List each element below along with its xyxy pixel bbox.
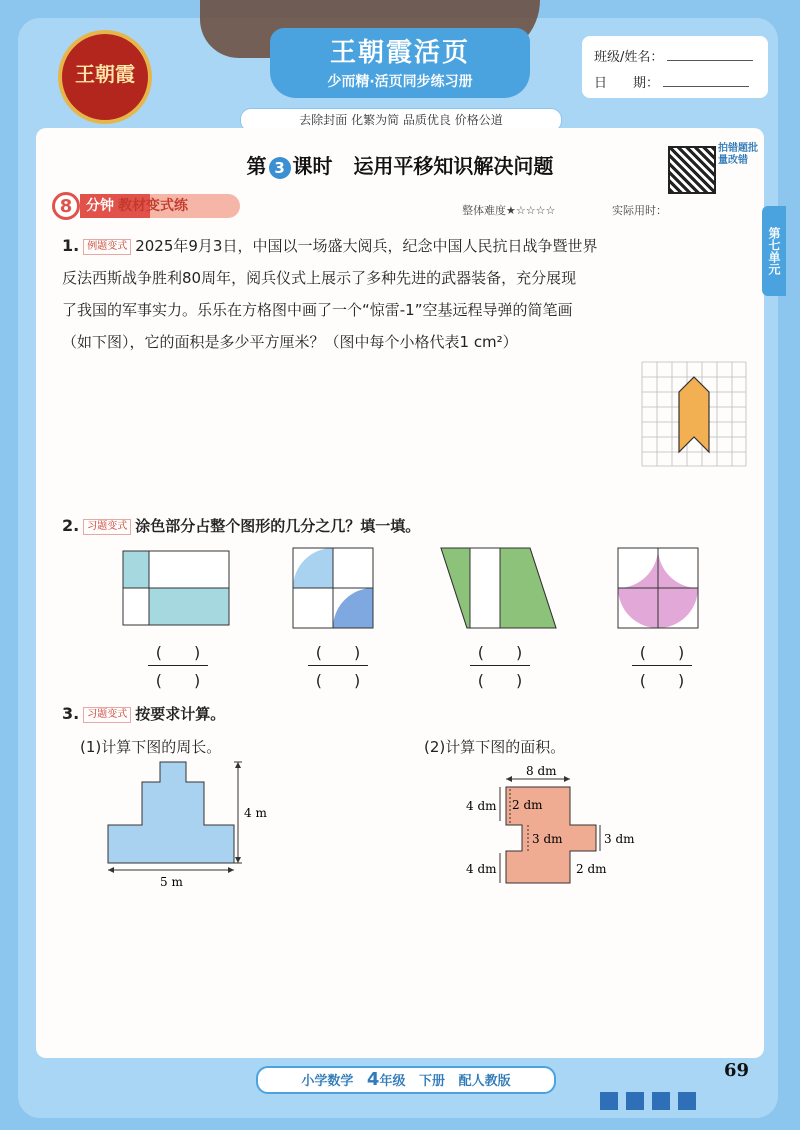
q3-number: 3. [62, 704, 80, 723]
tab-block [678, 1092, 696, 1110]
q3-figure-1 [100, 755, 290, 890]
q2-answer-3-denominator[interactable]: ( ) [477, 671, 523, 690]
tab-block [600, 1092, 618, 1110]
fig2-left-bottom-label: 4 dm [466, 862, 497, 876]
q2-answer-3[interactable] [470, 640, 530, 691]
unit-side-tab: 第七单元 [762, 206, 786, 296]
q2-answer-1-denominator[interactable]: ( ) [155, 671, 201, 690]
missile-shape [679, 377, 709, 452]
question-2 [62, 510, 762, 542]
qr-code[interactable] [668, 146, 716, 194]
fig2-left-top-label: 4 dm [466, 799, 497, 813]
stepped-shape [108, 762, 234, 863]
brand-logo [58, 30, 152, 124]
date-row [594, 72, 749, 90]
q2-figure-2 [292, 547, 376, 631]
tab-block [652, 1092, 670, 1110]
footer-edition: 配人教版 [458, 1074, 511, 1089]
minutes-unit: 分钟 [86, 198, 114, 214]
section-name: 教材变式练 [118, 198, 188, 214]
q2-figure-3 [440, 547, 560, 631]
question-3 [62, 698, 762, 730]
lesson-prefix: 第 [246, 154, 267, 178]
minutes-circle: 8 [52, 192, 80, 220]
q2-answer-2-denominator[interactable]: ( ) [315, 671, 361, 690]
q2-figure-1 [122, 550, 232, 630]
q1-line-3: 了我国的军事实力。乐乐在方格图中画了一个“惊雷-1”空基远程导弹的简笔画 [62, 301, 573, 319]
fig2-inner-mid-label: 3 dm [532, 832, 563, 846]
footer-subject: 小学数学 [301, 1074, 354, 1089]
qr-caption: 拍错题批量改错 [718, 143, 758, 166]
lesson-suffix: 课时 [292, 154, 333, 178]
footer-grade: 4 [366, 1069, 380, 1090]
fig2-inner-top-label: 2 dm [512, 798, 543, 812]
student-info-box [582, 36, 768, 98]
lesson-number: 3 [269, 157, 291, 179]
section-badge [52, 192, 248, 220]
q1-line-4: （如下图），它的面积是多少平方厘米？（图中每个小格代表1 cm²） [62, 333, 518, 351]
q1-tag: 例题变式 [83, 239, 131, 255]
footer-volume: 下册 [419, 1074, 446, 1089]
missile-grid-figure [640, 360, 750, 470]
fig2-top-label: 8 dm [526, 765, 557, 778]
date-field[interactable] [663, 86, 749, 87]
q2-answer-4-denominator[interactable]: ( ) [639, 671, 685, 690]
q2-answer-3-numerator[interactable]: ( ) [477, 643, 523, 662]
slogan: 去除封面 化繁为简 品质优良 价格公道 [240, 108, 562, 132]
brand-name: 王朝霞活页 [329, 38, 470, 68]
header-title-banner [270, 28, 530, 98]
date-label: 日 期： [594, 76, 660, 91]
fraction-bar [308, 665, 368, 666]
footer-grade-suffix: 年级 [379, 1074, 406, 1089]
q2-answer-1-numerator[interactable]: ( ) [155, 643, 201, 662]
q1-number: 1. [62, 236, 80, 255]
fraction-bar [632, 665, 692, 666]
logo-text: 王朝霞 [75, 62, 135, 86]
q2-number: 2. [62, 516, 80, 535]
fraction-bar [148, 665, 208, 666]
q2-answer-2-numerator[interactable]: ( ) [315, 643, 361, 662]
q2-figure-4 [617, 547, 701, 631]
q2-text: 涂色部分占整个图形的几分之几？填一填。 [135, 517, 421, 535]
q3-text: 按要求计算。 [135, 705, 226, 723]
question-1 [62, 230, 762, 358]
fig2-right-label: 3 dm [604, 832, 635, 846]
fraction-bar [470, 665, 530, 666]
class-name-field[interactable] [667, 60, 753, 61]
class-name-label: 班级/姓名： [594, 50, 664, 65]
difficulty-rating: 整体难度★☆☆☆☆ [462, 204, 556, 217]
q3-figure-2 [460, 765, 650, 895]
bottom-tabs [600, 1092, 710, 1110]
actual-time-label: 实际用时： [612, 204, 667, 217]
class-name-row [594, 46, 753, 64]
footer-banner [256, 1066, 556, 1094]
q3-tag: 习题变式 [83, 707, 131, 723]
q3-sub-2: (2)计算下图的面积。 [424, 738, 566, 756]
fig1-height-label: 4 m [244, 806, 267, 820]
q1-text-1: 2025年9月3日，中国以一场盛大阅兵，纪念中国人民抗日战争暨世界 [135, 237, 598, 255]
q2-answer-1[interactable] [148, 640, 208, 691]
q2-answer-4[interactable] [632, 640, 692, 691]
lesson-name: 运用平移知识解决问题 [353, 154, 554, 178]
q2-answer-4-numerator[interactable]: ( ) [639, 643, 685, 662]
fig2-bottom-right-label: 2 dm [576, 862, 607, 876]
q1-line-1 [62, 230, 762, 262]
brand-subtitle: 少而精·活页同步练习册 [327, 74, 473, 90]
tab-block [626, 1092, 644, 1110]
fig1-width-label: 5 m [160, 875, 183, 889]
q3-sub-1: (1)计算下图的周长。 [80, 738, 222, 756]
section-label [80, 194, 240, 218]
q2-answer-2[interactable] [308, 640, 368, 691]
page-number: 69 [724, 1060, 750, 1081]
q2-tag: 习题变式 [83, 519, 131, 535]
q1-line-2: 反法西斯战争胜利80周年，阅兵仪式上展示了多种先进的武器装备，充分展现 [62, 269, 577, 287]
